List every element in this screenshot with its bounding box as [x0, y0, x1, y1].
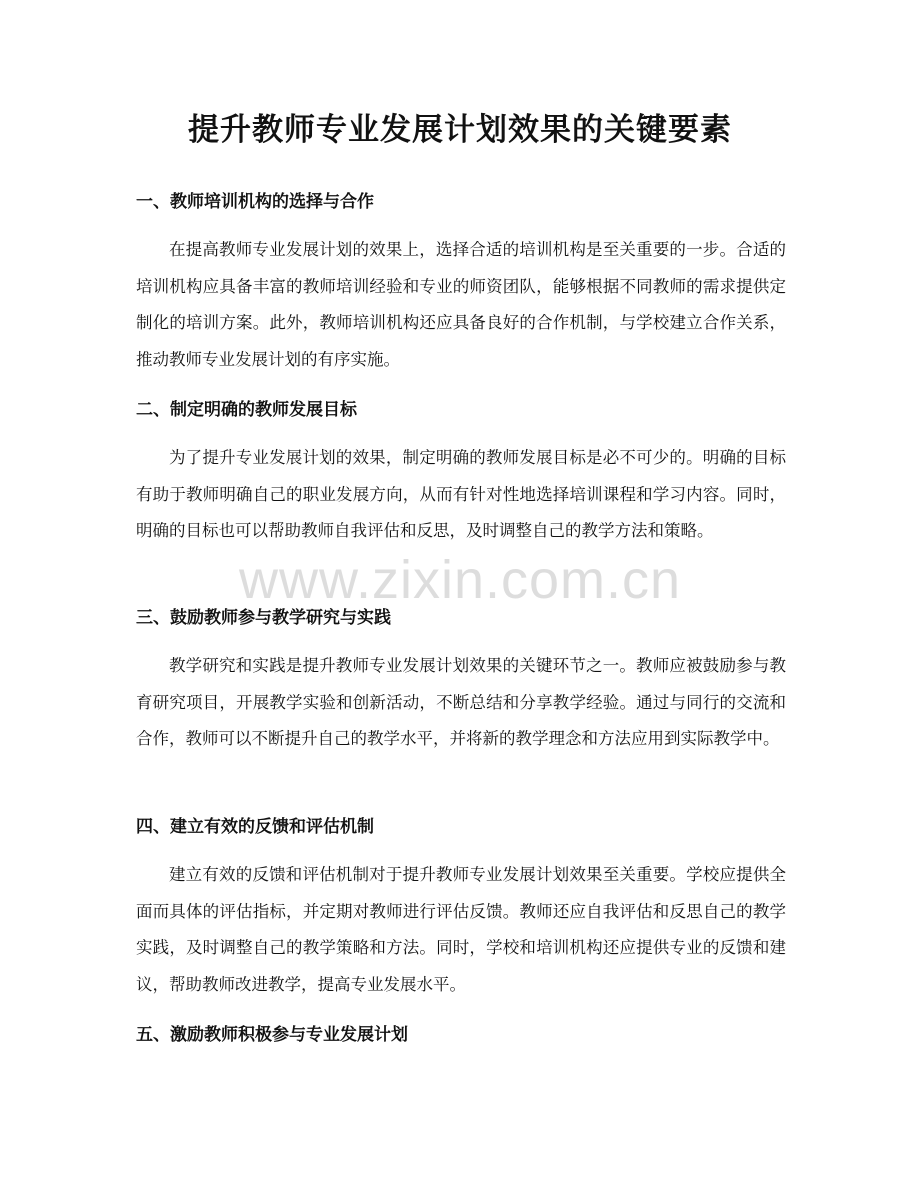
- section-2-paragraph: 为了提升专业发展计划的效果，制定明确的教师发展目标是必不可少的。明确的目标有助于教师明确自己的职业发展方向，从而有针对性地选择培训课程和学习内容。同时，明确的目标也可以帮助教师自我评估和反思，及时调整自己的教学方法和策略。: [136, 448, 786, 540]
- watermark-text: www.zixin.com.cn: [238, 550, 682, 610]
- section-3-paragraph: 教学研究和实践是提升教师专业发展计划效果的关键环节之一。教师应被鼓励参与教育研究项目，开展教学实验和创新活动，不断总结和分享教学经验。通过与同行的交流和合作，教师可以不断提升自己的教学水平，并将新的教学理念和方法应用到实际教学中。: [136, 656, 786, 748]
- document-title: 提升教师专业发展计划效果的关键要素: [188, 112, 732, 148]
- section-2-heading: 二、制定明确的教师发展目标: [136, 400, 357, 420]
- section-4-paragraph: 建立有效的反馈和评估机制对于提升教师专业发展计划效果至关重要。学校应提供全面而具体的评估指标，并定期对教师进行评估反馈。教师还应自我评估和反思自己的教学实践，及时调整自己的教学策略和方法。同时，学校和培训机构还应提供专业的反馈和建议，帮助教师改进教学，提高专业发展水平。: [136, 865, 786, 994]
- section-3-heading: 三、鼓励教师参与教学研究与实践: [136, 608, 391, 628]
- section-1-paragraph: 在提高教师专业发展计划的效果上，选择合适的培训机构是至关重要的一步。合适的培训机构应具备丰富的教师培训经验和专业的师资团队，能够根据不同教师的需求提供定制化的培训方案。此外，教师培训机构还应具备良好的合作机制，与学校建立合作关系，推动教师专业发展计划的有序实施。: [136, 240, 786, 369]
- section-1-heading: 一、教师培训机构的选择与合作: [136, 192, 374, 212]
- section-4-heading: 四、建立有效的反馈和评估机制: [136, 817, 374, 837]
- section-5-heading: 五、激励教师积极参与专业发展计划: [136, 1025, 408, 1045]
